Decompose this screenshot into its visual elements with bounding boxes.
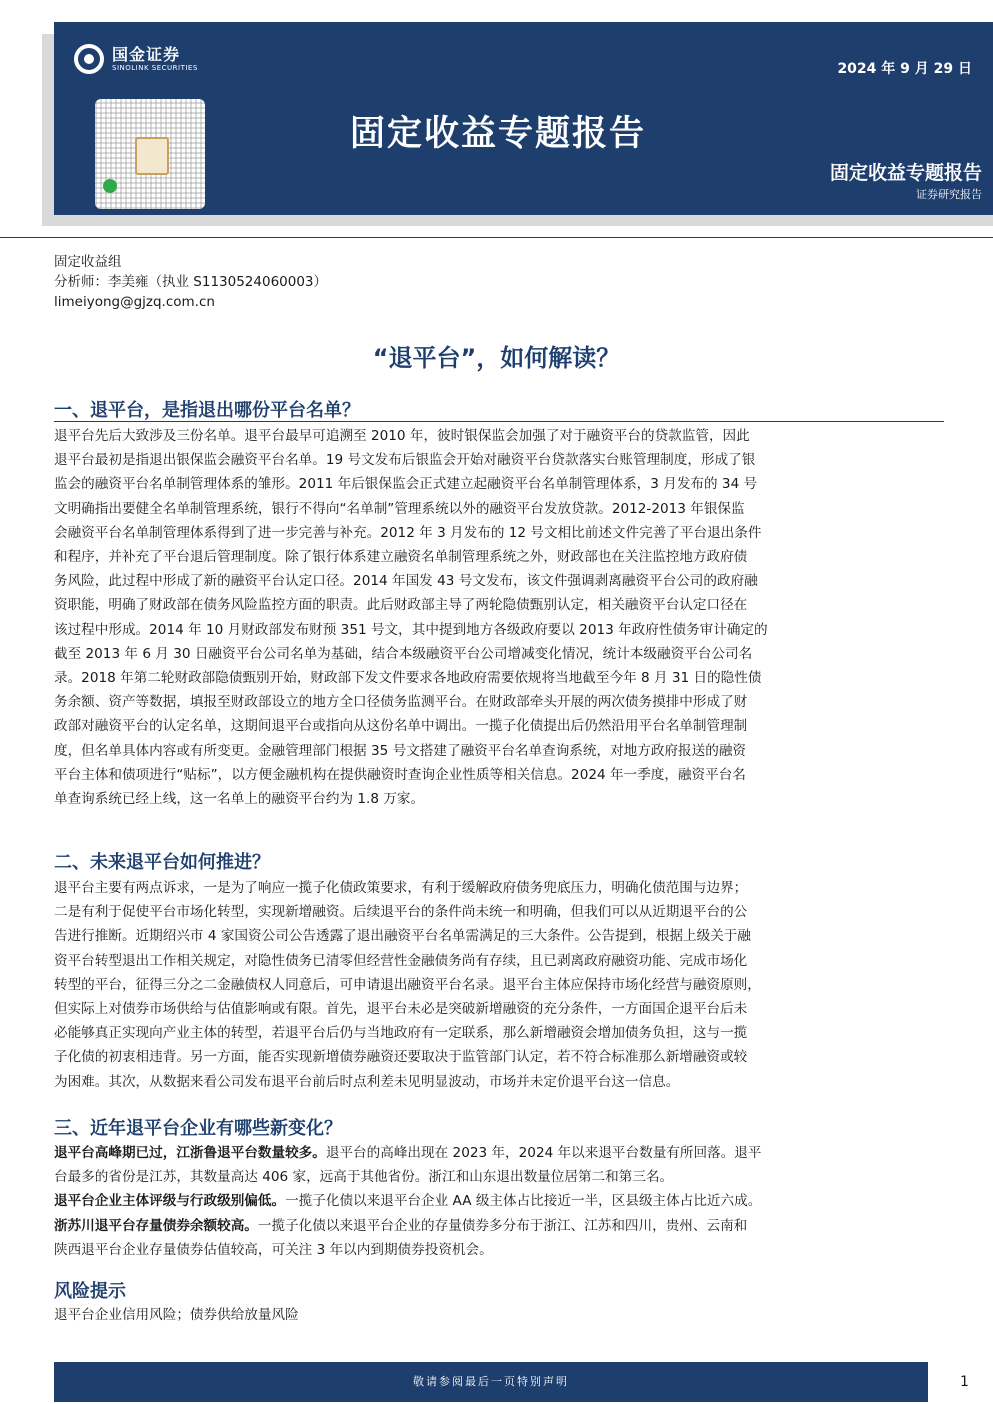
- risk-heading: 风险提示: [54, 1281, 126, 1302]
- mini-program-icon: [103, 179, 117, 193]
- text-line: 和程序，并补充了平台退后管理制度。除了银行体系建立融资名单制管理系统之外，财政部也在关注监控地方政府债: [54, 549, 748, 566]
- text-line: 度，但名单具体内容或有所变更。金融管理部门根据 35 号文搭建了融资平台名单查询系统，对地方政府报送的融资: [54, 742, 747, 759]
- text-line: 该过程中形成。2014 年 10 月财政部发布财预 351 号文，其中提到地方各级政府要以 2013 年政府性债务审计确定的: [54, 621, 768, 638]
- analyst-group: 固定收益组: [54, 254, 122, 270]
- section-heading-1: 一、退平台，是指退出哪份平台名单？: [54, 400, 360, 421]
- logo-cn-text: 国金证券: [112, 44, 181, 64]
- section-divider-1: [54, 421, 944, 422]
- text-line: [54, 1141, 944, 1165]
- report-category: 证券研究报告: [916, 188, 982, 201]
- text-line: [54, 1214, 944, 1238]
- text-line: 会融资平台名单制管理体系得到了进一步完善与补充。2012 年 3 月发布的 12 号文相比前述文件完善了平台退出条件: [54, 524, 762, 541]
- text-line: 资平台转型退出工作相关规定，对隐性债务已清零但经营性金融债务尚有存续，且已剥离政府融资功能、完成市场化: [54, 952, 748, 969]
- text-line: 转型的平台，征得三分之二金融债权人同意后，可申请退出融资平台名录。退平台主体应保持市场化经营与融资原则，: [54, 976, 761, 993]
- analyst-email[interactable]: limeiyong@gjzq.com.cn: [54, 294, 215, 310]
- text-line: 告进行推断。近期绍兴市 4 家国资公司公告透露了退出融资平台名单需满足的三大条件。公告提到，根据上级关于融: [54, 928, 751, 945]
- text-line: 监会的融资平台名单制管理体系的雏形。2011 年后银保监会正式建立起融资平台名单制管理体系，3 月发布的 34 号: [54, 476, 758, 493]
- key-point-text: 一揽子化债以来退平台企业 AA 级主体占比接近一半，区县级主体占比近六成。: [285, 1193, 762, 1210]
- text-line: 文明确指出要健全名单制管理系统，银行不得向“名单制”管理系统以外的融资平台发放贷款。2012-2013 年银保监: [54, 500, 745, 517]
- report-type: 固定收益专题报告: [829, 162, 982, 184]
- text-line: 录。2018 年第二轮财政部隐债甄别开始，财政部下发文件要求各地政府需要依规将当地截至今年 8 月 31 日的隐性债: [54, 670, 762, 687]
- company-logo: [74, 44, 198, 74]
- footer-bar: [54, 1362, 928, 1402]
- text-line: 务余额、资产等数据，填报至财政部设立的地方全口径债务监测平台。在财政部牵头开展的两次债务摸排中形成了财: [54, 694, 748, 711]
- text-line: 退平台先后大致涉及三份名单。退平台最早可追溯至 2010 年，彼时银保监会加强了对于融资平台的贷款监管，因此: [54, 428, 750, 444]
- text-line: 子化债的初衷相违背。另一方面，能否实现新增债券融资还要取决于监管部门认定，若不符合标准那么新增融资或较: [54, 1049, 748, 1066]
- qr-center-logo: [135, 137, 169, 175]
- key-point-bold: 退平台企业主体评级与行政级别偏低。: [54, 1193, 286, 1210]
- text-line: 必能够真正实现向产业主体的转型，若退平台后仍与当地政府有一定联系，那么新增融资会增加债务负担，这与一揽: [54, 1025, 748, 1042]
- text-line: 资职能，明确了财政部在债务风险监控方面的职责。此后财政部主导了两轮隐债甄别认定，相关融资平台认定口径在: [54, 597, 748, 614]
- logo-en-text: SINOLINK SECURITIES: [112, 63, 198, 72]
- section-1-body: [54, 424, 944, 811]
- text-line: 陕西退平台企业存量债券估值较高，可关注 3 年以内到期债券投资机会。: [54, 1241, 493, 1258]
- text-line: 截至 2013 年 6 月 30 日融资平台公司名单为基础，结合本级融资平台公司增减变化情况，统计本级融资平台公司名: [54, 645, 753, 662]
- text-line: 退平台最初是指退出银保监会融资平台名单。19 号文发布后银监会开始对融资平台贷款落实台账管理制度，形成了银: [54, 452, 756, 469]
- text-line: 单查询系统已经上线，这一名单上的融资平台约为 1.8 万家。: [54, 791, 425, 808]
- qr-code-icon: [95, 99, 205, 209]
- key-point-text: 一揽子化债以来退平台企业的存量债券多分布于浙江、江苏和四川，贵州、云南和: [257, 1217, 748, 1234]
- text-line: 平台主体和债项进行“贴标”，以方便金融机构在提供融资时查询企业性质等相关信息。2024 年一季度，融资平台名: [54, 766, 746, 783]
- sinolink-logo-icon: [74, 44, 104, 74]
- text-line: 务风险，此过程中形成了新的融资平台认定口径。2014 年国发 43 号文发布，该文件强调剥离融资平台公司的政府融: [54, 573, 758, 590]
- section-heading-3: 三、近年退平台企业有哪些新变化？: [54, 1118, 342, 1139]
- header-banner: [54, 22, 993, 215]
- section-3-body: [54, 1141, 944, 1262]
- footer-disclaimer: 敬请参阅最后一页特别声明: [413, 1375, 569, 1388]
- text-line: 但实际上对债券市场供给与估值影响或有限。首先，退平台未必是突破新增融资的充分条件，一方面国企退平台后未: [54, 1001, 748, 1018]
- section-heading-2: 二、未来退平台如何推进？: [54, 852, 270, 873]
- text-line: 为困难。其次，从数据来看公司发布退平台前后时点利差未见明显波动，市场并未定价退平台这一信息。: [54, 1073, 680, 1090]
- text-line: 退平台企业信用风险；债券供给放量风险: [54, 1307, 299, 1323]
- header-divider: [0, 237, 993, 238]
- risk-body: [54, 1303, 944, 1327]
- report-date: 2024 年 9 月 29 日: [837, 61, 972, 77]
- key-point-bold: 浙苏川退平台存量债券余额较高。: [54, 1217, 258, 1234]
- section-2-body: [54, 876, 944, 1094]
- text-line: 政部对融资平台的认定名单，这期间退平台或指向从这份名单中调出。一揽子化债提出后仍然沿用平台名单制管理制: [54, 718, 748, 735]
- text-line: 台最多的省份是江苏，其数量高达 406 家，远高于其他省份。浙江和山东退出数量位居第二和第三名。: [54, 1169, 674, 1186]
- report-title: “退平台”，如何解读？: [372, 344, 621, 372]
- page-number: 1: [960, 1374, 969, 1390]
- text-line: 二是有利于促使平台市场化转型，实现新增融资。后续退平台的条件尚未统一和明确，但我们可以从近期退平台的公: [54, 904, 748, 921]
- key-point-text: 退平台的高峰出现在 2023 年，2024 年以来退平台数量有所回落。退平: [325, 1145, 762, 1161]
- analyst-info: [54, 252, 327, 312]
- banner-title: 固定收益专题报告: [350, 114, 647, 154]
- text-line: [54, 1189, 944, 1213]
- text-line: 退平台主要有两点诉求，一是为了响应一揽子化债政策要求，有利于缓解政府债务兜底压力，明确化债范围与边界；: [54, 880, 748, 896]
- key-point-bold: 退平台高峰期已过，江浙鲁退平台数量较多。: [54, 1145, 326, 1161]
- analyst-name: 分析师：李美雍（执业 S1130524060003）: [54, 274, 328, 290]
